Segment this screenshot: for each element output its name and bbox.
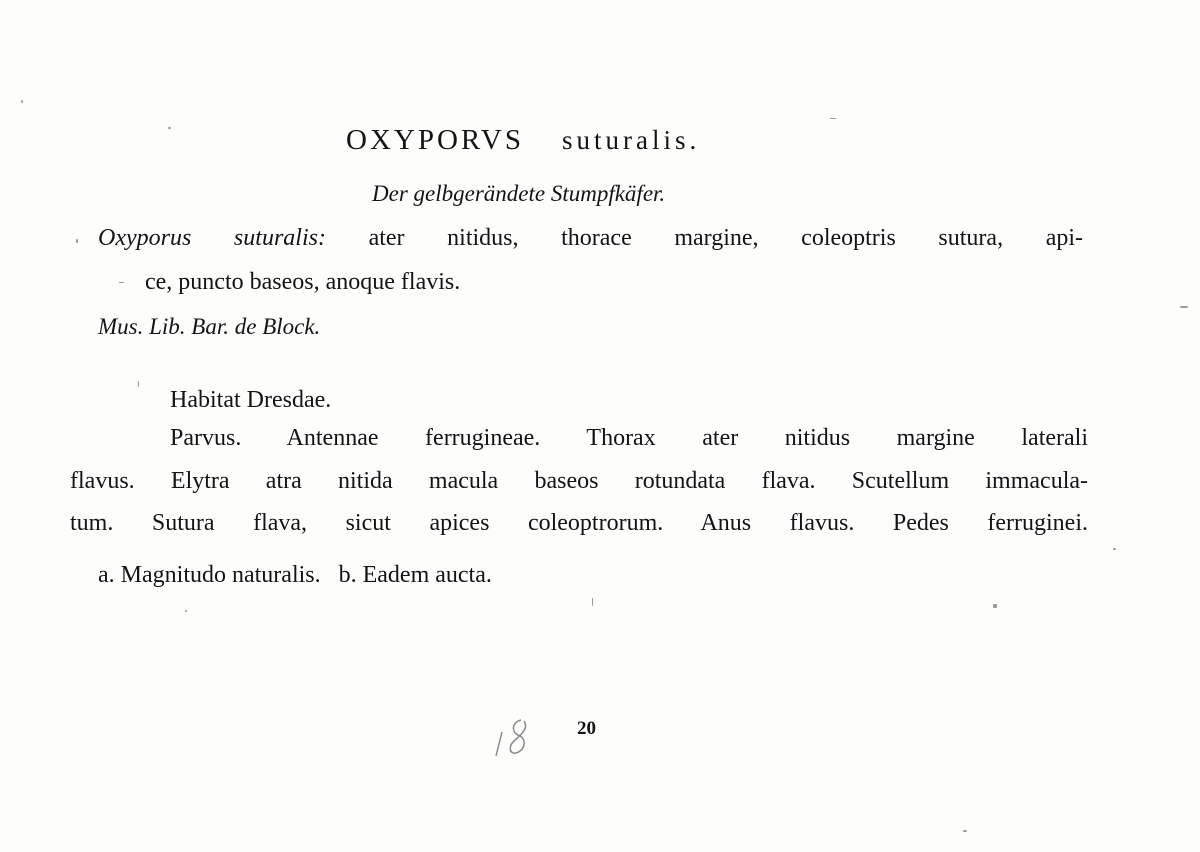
paper-speck [185,610,187,612]
page-number: 20 [577,718,596,739]
description-line-3: tum. Sutura flava, sicut apices coleoptrorum. Anus flavus. Pedes ferruginei. [70,510,1088,536]
german-common-name: Der gelbgerändete Stumpfkäfer. [372,181,666,206]
diagnosis-species-name: Oxyporus suturalis: [98,225,326,251]
diagnosis-line-2: ce, puncto baseos, anoque flavis. [145,269,461,295]
paper-speck [76,239,78,243]
paper-speck [119,282,124,283]
paper-speck [830,118,836,119]
paper-speck [993,604,997,608]
species-epithet: suturalis. [562,125,701,155]
genus-name: OXYPORVS [346,124,524,156]
paper-speck [138,381,139,387]
paper-speck [592,598,593,606]
paper-speck [168,127,171,129]
figure-caption: a. Magnitudo naturalis. b. Eadem aucta. [98,562,492,588]
species-title [346,126,700,155]
diagnosis-text: ater nitidus, thorace margine, coleoptris sutura, api- [368,225,1083,251]
paper-speck [21,100,23,103]
description-line-1: Parvus. Antennae ferrugineae. Thorax ater nitidus margine laterali [170,425,1088,451]
paper-speck [963,830,967,832]
description-line-2: flavus. Elytra atra nitida macula baseos rotundata flava. Scutellum immacula- [70,468,1088,494]
collection-reference: Mus. Lib. Bar. de Block. [98,314,321,339]
handwritten-mark [488,708,558,768]
habitat-line: Habitat Dresdae. [170,387,332,413]
paper-speck [1180,306,1188,308]
diagnosis-line-1 [98,226,1083,250]
paper-speck [1113,548,1116,550]
